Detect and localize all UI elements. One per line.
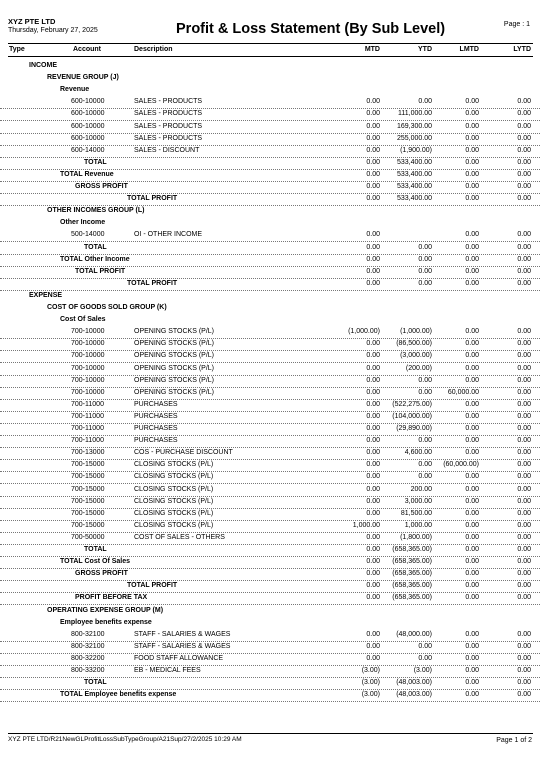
lytd-cell: 0.00 <box>517 630 531 638</box>
section-label: COST OF GOODS SOLD GROUP (K) <box>47 304 167 311</box>
section-label-row <box>0 289 540 302</box>
mtd-cell: 0.00 <box>366 376 380 384</box>
lytd-cell: 0.00 <box>517 267 531 275</box>
mtd-cell: 0.00 <box>366 110 380 118</box>
mtd-cell: 0.00 <box>366 546 380 553</box>
ytd-cell: 0.00 <box>418 255 432 263</box>
account-cell: 800-32100 <box>71 642 105 650</box>
mtd-cell: (3.00) <box>361 667 380 674</box>
section-label: Revenue <box>60 86 90 94</box>
lmtd-cell: 0.00 <box>465 158 479 166</box>
ytd-cell: 0.00 <box>418 473 432 481</box>
total-label: TOTAL <box>84 546 107 553</box>
lmtd-cell: 0.00 <box>465 400 479 408</box>
lytd-cell: 0.00 <box>517 134 531 142</box>
lytd-cell: 0.00 <box>517 110 531 118</box>
mtd-cell: 0.00 <box>366 485 380 493</box>
mtd-cell: (3.00) <box>361 691 380 699</box>
lytd-cell: 0.00 <box>517 558 531 566</box>
lmtd-cell: 0.00 <box>465 570 479 578</box>
column-header-ytd: YTD <box>418 46 432 53</box>
mtd-cell: 0.00 <box>366 134 380 142</box>
mtd-cell: 0.00 <box>366 267 380 275</box>
ytd-cell: (1,900.00) <box>400 146 432 154</box>
ytd-cell: 533,400.00 <box>396 195 432 203</box>
lytd-cell: 0.00 <box>517 667 531 674</box>
report-footer-path: XYZ PTE LTD/R21NewGLProfitLossSubTypeGroup/A21Sup/27/2/2025 10:29 AM <box>8 736 242 743</box>
mtd-cell: 0.00 <box>366 183 380 190</box>
ytd-cell: 169,300.00 <box>396 122 432 130</box>
description-cell: OPENING STOCKS (P/L) <box>134 388 214 396</box>
lmtd-cell: 0.00 <box>465 352 479 360</box>
lmtd-cell: 0.00 <box>465 425 479 432</box>
total-label: TOTAL Revenue <box>60 170 114 178</box>
lytd-cell: 0.00 <box>517 437 531 445</box>
lmtd-cell: 0.00 <box>465 146 479 154</box>
lmtd-cell: 0.00 <box>465 412 479 420</box>
lmtd-cell: 0.00 <box>465 449 479 457</box>
lytd-cell: 0.00 <box>517 98 531 106</box>
lmtd-cell: 0.00 <box>465 485 479 493</box>
lytd-cell: 0.00 <box>517 412 531 420</box>
description-cell: PURCHASES <box>134 412 178 420</box>
total-label: TOTAL Employee benefits expense <box>60 691 177 699</box>
account-cell: 600-10000 <box>71 110 105 118</box>
ytd-cell: 1,000.00 <box>404 521 432 529</box>
mtd-cell: 0.00 <box>366 594 380 602</box>
description-cell: STAFF - SALARIES & WAGES <box>134 630 231 638</box>
ytd-cell: (48,003.00) <box>396 691 432 699</box>
lytd-cell: 0.00 <box>517 376 531 384</box>
mtd-cell: 0.00 <box>366 279 380 287</box>
account-cell: 700-11000 <box>71 412 104 420</box>
mtd-cell: 0.00 <box>366 146 380 154</box>
lytd-cell: 0.00 <box>517 449 531 457</box>
account-cell: 700-15000 <box>71 497 105 505</box>
ytd-cell: (104,000.00) <box>392 412 432 420</box>
lytd-cell: 0.00 <box>517 582 531 590</box>
mtd-cell: 0.00 <box>366 570 380 578</box>
account-cell: 500-14000 <box>71 231 105 239</box>
ytd-cell: 255,000.00 <box>396 134 432 142</box>
description-cell: CLOSING STOCKS (P/L) <box>134 521 214 529</box>
ytd-cell: 81,500.00 <box>400 509 432 517</box>
total-label: TOTAL <box>84 158 107 166</box>
lmtd-cell: 0.00 <box>465 364 479 372</box>
total-label: TOTAL PROFIT <box>127 279 178 287</box>
footer-rule <box>8 733 533 734</box>
column-header-lmtd: LMTD <box>459 46 479 53</box>
mtd-cell: 0.00 <box>366 388 380 396</box>
mtd-cell: 0.00 <box>366 558 380 566</box>
mtd-cell: (3.00) <box>361 679 380 687</box>
report-title: Profit & Loss Statement (By Sub Level) <box>176 21 446 37</box>
report-date: Thursday, February 27, 2025 <box>8 27 98 34</box>
ytd-cell: 0.00 <box>418 98 432 106</box>
section-label: REVENUE GROUP (J) <box>47 74 119 82</box>
lytd-cell: 0.00 <box>517 279 531 287</box>
lmtd-cell: 0.00 <box>465 473 479 481</box>
mtd-cell: 0.00 <box>366 582 380 590</box>
lmtd-cell: 0.00 <box>465 533 479 541</box>
mtd-cell: 0.00 <box>366 509 380 517</box>
account-cell: 800-33200 <box>71 667 105 674</box>
mtd-cell: 0.00 <box>366 400 380 408</box>
lytd-cell: 0.00 <box>517 183 531 190</box>
mtd-cell: 0.00 <box>366 364 380 372</box>
description-cell: SALES - PRODUCTS <box>134 122 203 130</box>
description-cell: CLOSING STOCKS (P/L) <box>134 485 214 493</box>
account-cell: 700-13000 <box>71 449 105 457</box>
mtd-cell: 0.00 <box>366 630 380 638</box>
mtd-cell: 0.00 <box>366 340 380 348</box>
description-cell: CLOSING STOCKS (P/L) <box>134 473 214 481</box>
mtd-cell: 0.00 <box>366 425 380 432</box>
mtd-cell: 0.00 <box>366 497 380 505</box>
lytd-cell: 0.00 <box>517 497 531 505</box>
total-label: TOTAL PROFIT <box>127 195 178 203</box>
description-cell: COST OF SALES - OTHERS <box>134 533 225 541</box>
ytd-cell: (200.00) <box>405 364 432 372</box>
ytd-cell: 0.00 <box>418 376 432 384</box>
column-header-type: Type <box>9 46 25 53</box>
lmtd-cell: (60,000.00) <box>443 461 479 469</box>
account-cell: 800-32200 <box>71 654 105 662</box>
total-label: GROSS PROFIT <box>75 570 128 578</box>
lytd-cell: 0.00 <box>517 594 531 602</box>
lytd-cell: 0.00 <box>517 521 531 529</box>
account-cell: 700-15000 <box>71 521 105 529</box>
description-cell: PURCHASES <box>134 437 178 445</box>
lmtd-cell: 0.00 <box>465 279 479 287</box>
mtd-cell: 0.00 <box>366 654 380 662</box>
account-cell: 700-15000 <box>71 461 105 469</box>
ytd-cell: (658,365.00) <box>392 558 432 566</box>
description-cell: PURCHASES <box>134 425 178 432</box>
description-cell: SALES - PRODUCTS <box>134 98 203 106</box>
account-cell: 600-10000 <box>71 134 105 142</box>
ytd-cell: 200.00 <box>410 485 432 493</box>
ytd-cell: (29,890.00) <box>396 425 432 432</box>
lytd-cell: 0.00 <box>517 340 531 348</box>
lytd-cell: 0.00 <box>517 158 531 166</box>
section-label-row <box>0 204 540 217</box>
account-cell: 700-15000 <box>71 509 105 517</box>
account-cell: 700-11000 <box>71 437 104 445</box>
mtd-cell: 0.00 <box>366 243 380 251</box>
header-rule-bottom <box>8 56 533 57</box>
mtd-cell: 0.00 <box>366 437 380 445</box>
account-cell: 800-32100 <box>71 630 105 638</box>
lmtd-cell: 0.00 <box>465 170 479 178</box>
description-cell: STAFF - SALARIES & WAGES <box>134 642 231 650</box>
lmtd-cell: 0.00 <box>465 691 479 699</box>
lytd-cell: 0.00 <box>517 425 531 432</box>
mtd-cell: 0.00 <box>366 231 380 239</box>
mtd-cell: 0.00 <box>366 642 380 650</box>
total-label: PROFIT BEFORE TAX <box>75 594 148 602</box>
account-cell: 700-15000 <box>71 473 105 481</box>
mtd-cell: (1,000.00) <box>348 328 380 336</box>
lytd-cell: 0.00 <box>517 461 531 469</box>
account-cell: 700-10000 <box>71 340 105 348</box>
ytd-cell: 533,400.00 <box>396 170 432 178</box>
lytd-cell: 0.00 <box>517 642 531 650</box>
lytd-cell: 0.00 <box>517 546 531 553</box>
section-label: OPERATING EXPENSE GROUP (M) <box>47 606 164 614</box>
lmtd-cell: 0.00 <box>465 183 479 190</box>
lmtd-cell: 0.00 <box>465 546 479 553</box>
lytd-cell: 0.00 <box>517 473 531 481</box>
mtd-cell: 0.00 <box>366 533 380 541</box>
lmtd-cell: 0.00 <box>465 521 479 529</box>
description-cell: OPENING STOCKS (P/L) <box>134 376 214 384</box>
ytd-cell: (3.00) <box>413 667 432 674</box>
ytd-cell: (86,500.00) <box>396 340 432 348</box>
ytd-cell: (658,365.00) <box>392 546 432 553</box>
account-cell: 700-15000 <box>71 485 105 493</box>
ytd-cell: 0.00 <box>418 279 432 287</box>
description-cell: OPENING STOCKS (P/L) <box>134 352 214 360</box>
description-cell: FOOD STAFF ALLOWANCE <box>134 654 224 662</box>
column-header-mtd: MTD <box>364 46 380 53</box>
lytd-cell: 0.00 <box>517 654 531 662</box>
section-label: Other Income <box>60 219 106 227</box>
description-cell: OPENING STOCKS (P/L) <box>134 340 214 348</box>
lmtd-cell: 0.00 <box>465 255 479 263</box>
account-cell: 600-14000 <box>71 146 105 154</box>
account-cell: 700-50000 <box>71 533 105 541</box>
account-cell: 600-10000 <box>71 122 105 130</box>
lmtd-cell: 0.00 <box>465 134 479 142</box>
mtd-cell: 0.00 <box>366 255 380 263</box>
ytd-cell: (658,365.00) <box>392 582 432 590</box>
section-label-row <box>0 301 540 314</box>
description-cell: OPENING STOCKS (P/L) <box>134 328 214 336</box>
description-cell: CLOSING STOCKS (P/L) <box>134 509 214 517</box>
lytd-cell: 0.00 <box>517 146 531 154</box>
lmtd-cell: 0.00 <box>465 243 479 251</box>
section-label-row <box>0 616 540 629</box>
account-cell: 700-10000 <box>71 328 105 336</box>
description-cell: SALES - PRODUCTS <box>134 110 203 118</box>
lmtd-cell: 0.00 <box>465 582 479 590</box>
mtd-cell: 0.00 <box>366 98 380 106</box>
section-label: INCOME <box>29 62 57 69</box>
account-cell: 700-10000 <box>71 364 105 372</box>
page-number-bottom: Page 1 of 2 <box>496 737 532 744</box>
mtd-cell: 1,000.00 <box>352 521 380 529</box>
lmtd-cell: 0.00 <box>465 110 479 118</box>
section-label-row <box>0 71 540 84</box>
lmtd-cell: 0.00 <box>465 642 479 650</box>
mtd-cell: 0.00 <box>366 352 380 360</box>
description-cell: SALES - PRODUCTS <box>134 134 203 142</box>
ytd-cell: (1,800.00) <box>400 533 432 541</box>
section-label-row <box>0 604 540 617</box>
description-cell: PURCHASES <box>134 400 178 408</box>
ytd-cell: 0.00 <box>418 267 432 275</box>
lytd-cell: 0.00 <box>517 352 531 360</box>
mtd-cell: 0.00 <box>366 170 380 178</box>
lmtd-cell: 0.00 <box>465 509 479 517</box>
lytd-cell: 0.00 <box>517 691 531 699</box>
lytd-cell: 0.00 <box>517 364 531 372</box>
description-cell: OPENING STOCKS (P/L) <box>134 364 214 372</box>
description-cell: CLOSING STOCKS (P/L) <box>134 497 214 505</box>
ytd-cell: (48,003.00) <box>396 679 432 687</box>
description-cell: CLOSING STOCKS (P/L) <box>134 461 214 469</box>
lmtd-cell: 0.00 <box>465 667 479 674</box>
mtd-cell: 0.00 <box>366 473 380 481</box>
lmtd-cell: 0.00 <box>465 231 479 239</box>
account-cell: 700-10000 <box>71 352 105 360</box>
account-cell: 600-10000 <box>71 98 105 106</box>
company-name: XYZ PTE LTD <box>8 17 56 26</box>
lytd-cell: 0.00 <box>517 170 531 178</box>
ytd-cell: (658,365.00) <box>392 570 432 578</box>
ytd-cell: 0.00 <box>418 654 432 662</box>
ytd-cell: 111,000.00 <box>398 110 432 118</box>
lmtd-cell: 0.00 <box>465 497 479 505</box>
lytd-cell: 0.00 <box>517 195 531 203</box>
description-cell: EB - MEDICAL FEES <box>134 667 201 674</box>
mtd-cell: 0.00 <box>366 449 380 457</box>
description-cell: OI - OTHER INCOME <box>134 231 203 239</box>
total-label: TOTAL <box>84 679 107 687</box>
lytd-cell: 0.00 <box>517 509 531 517</box>
mtd-cell: 0.00 <box>366 195 380 203</box>
description-cell: COS - PURCHASE DISCOUNT <box>134 449 233 457</box>
total-label: TOTAL PROFIT <box>75 267 126 275</box>
ytd-cell: 3,000.00 <box>404 497 432 505</box>
mtd-cell: 0.00 <box>366 158 380 166</box>
lmtd-cell: 0.00 <box>465 340 479 348</box>
lmtd-cell: 0.00 <box>465 122 479 130</box>
lmtd-cell: 0.00 <box>465 376 479 384</box>
ytd-cell: (3,000.00) <box>400 352 432 360</box>
lytd-cell: 0.00 <box>517 485 531 493</box>
ytd-cell: 0.00 <box>418 437 432 445</box>
lmtd-cell: 0.00 <box>465 594 479 602</box>
lytd-cell: 0.00 <box>517 570 531 578</box>
lytd-cell: 0.00 <box>517 328 531 336</box>
lmtd-cell: 60,000.00 <box>447 388 479 396</box>
ytd-cell: 0.00 <box>418 243 432 251</box>
page-number-top: Page : 1 <box>503 21 530 28</box>
section-label-row <box>0 216 540 229</box>
section-label: Cost Of Sales <box>60 316 106 324</box>
column-header-description: Description <box>134 46 173 53</box>
ytd-cell: 0.00 <box>418 388 432 396</box>
lytd-cell: 0.00 <box>517 255 531 263</box>
section-label: OTHER INCOMES GROUP (L) <box>47 207 145 215</box>
lytd-cell: 0.00 <box>517 243 531 251</box>
account-cell: 700-10000 <box>71 376 105 384</box>
section-label-row <box>0 83 540 96</box>
ytd-cell: (48,000.00) <box>396 630 432 638</box>
lmtd-cell: 0.00 <box>465 328 479 336</box>
ytd-cell: 0.00 <box>418 461 432 469</box>
mtd-cell: 0.00 <box>366 461 380 469</box>
section-label-row <box>0 59 540 72</box>
ytd-cell: 0.00 <box>418 642 432 650</box>
lmtd-cell: 0.00 <box>465 437 479 445</box>
account-cell: 700-11000 <box>71 425 104 432</box>
section-label-row <box>0 313 540 326</box>
section-label: Employee benefits expense <box>60 618 152 626</box>
total-row <box>0 688 540 702</box>
column-header-account: Account <box>73 46 101 53</box>
header-rule-top <box>8 43 533 44</box>
account-cell: 700-10000 <box>71 388 105 396</box>
section-label: EXPENSE <box>29 291 63 299</box>
mtd-cell: 0.00 <box>366 412 380 420</box>
ytd-cell: 4,600.00 <box>404 449 432 457</box>
lytd-cell: 0.00 <box>517 122 531 130</box>
column-header-lytd: LYTD <box>513 46 531 53</box>
lytd-cell: 0.00 <box>517 388 531 396</box>
lmtd-cell: 0.00 <box>465 558 479 566</box>
ytd-cell: (522,275.00) <box>392 400 432 408</box>
ytd-cell: (658,365.00) <box>392 594 432 602</box>
lytd-cell: 0.00 <box>517 533 531 541</box>
account-cell: 700-11000 <box>71 400 104 408</box>
total-label: TOTAL Other Income <box>60 255 130 263</box>
lmtd-cell: 0.00 <box>465 267 479 275</box>
lytd-cell: 0.00 <box>517 400 531 408</box>
total-label: GROSS PROFIT <box>75 183 128 190</box>
lytd-cell: 0.00 <box>517 231 531 239</box>
lmtd-cell: 0.00 <box>465 630 479 638</box>
total-label: TOTAL <box>84 243 107 251</box>
ytd-cell: 533,400.00 <box>396 183 432 190</box>
ytd-cell: (1,000.00) <box>400 328 432 336</box>
total-label: TOTAL Cost Of Sales <box>60 558 131 566</box>
mtd-cell: 0.00 <box>366 122 380 130</box>
lmtd-cell: 0.00 <box>465 195 479 203</box>
ytd-cell: 533,400.00 <box>396 158 432 166</box>
total-label: TOTAL PROFIT <box>127 582 178 590</box>
lmtd-cell: 0.00 <box>465 679 479 687</box>
lmtd-cell: 0.00 <box>465 654 479 662</box>
description-cell: SALES - DISCOUNT <box>134 146 200 154</box>
lytd-cell: 0.00 <box>517 679 531 687</box>
lmtd-cell: 0.00 <box>465 98 479 106</box>
